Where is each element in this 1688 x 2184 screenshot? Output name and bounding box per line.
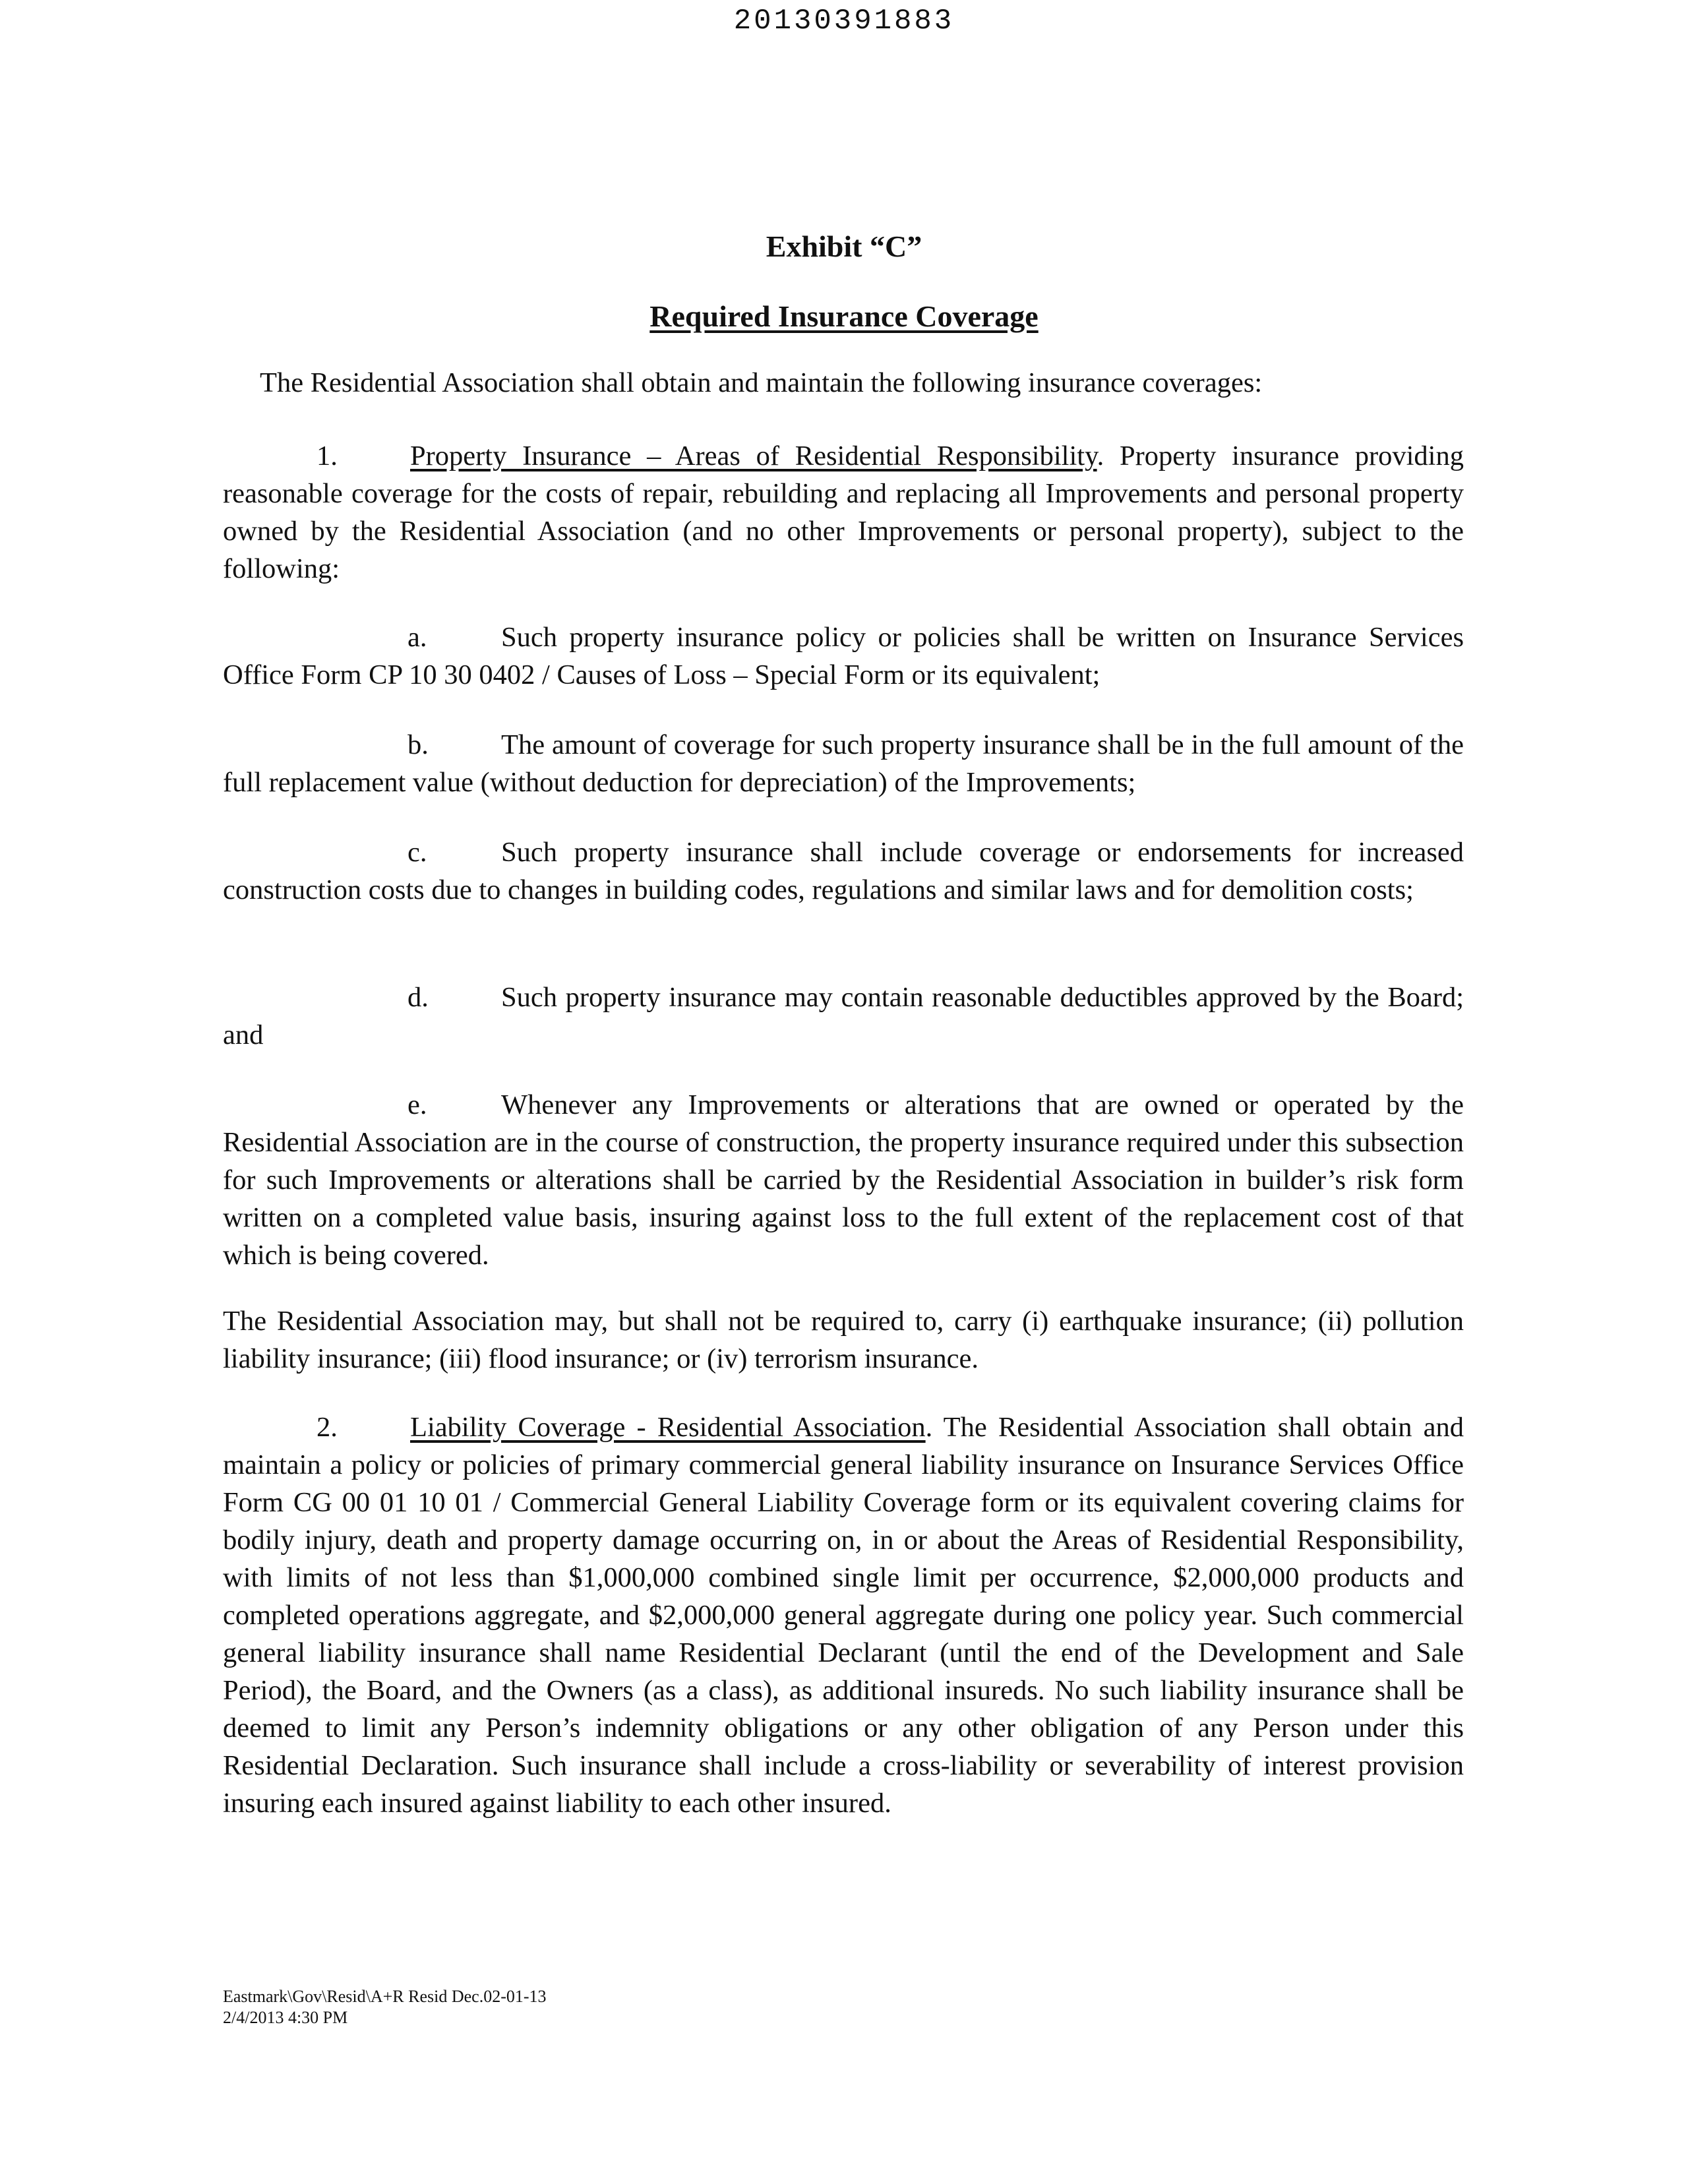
subitem-d <box>223 979 1464 1054</box>
subitem-c-letter: c. <box>407 837 427 868</box>
item-2-number: 2. <box>316 1412 338 1443</box>
subitem-d-text: Such property insurance may contain reasonable deductibles approved by the Board; and <box>223 982 1464 1050</box>
intro-paragraph: The Residential Association shall obtain and maintain the following insurance coverages: <box>260 367 1263 398</box>
item-2-heading: Liability Coverage - Residential Association <box>410 1412 926 1443</box>
item-1-number: 1. <box>316 440 338 471</box>
exhibit-title: Exhibit “C” <box>766 229 922 263</box>
footer-timestamp: 2/4/2013 4:30 PM <box>223 2008 348 2027</box>
item-2-text: . The Residential Association shall obtain and maintain a policy or policies of primary commercial general liability insurance on Insurance Services Office Form CG 00 01 10 01 / Commercial General Liability Coverage form or its equivalent covering claims for bodily injury, death and property damage occurring on, in or about the Areas of Residential Responsibility, with limits of not less than $1,000,000 combined single limit per occurrence, $2,000,000 products and completed operations aggregate, and $2,000,000 general aggregate during one policy year. Such commercial general liability insurance shall name Residential Declarant (until the end of the Development and Sale Period), the Board, and the Owners (as a class), as additional insureds. No such liability insurance shall be deemed to limit any Person’s indemnity obligations or any other obligation of any Person under this Residential Declaration. Such insurance shall include a cross-liability or severability of interest provision insuring each insured against liability to each other insured. <box>223 1412 1464 1819</box>
subitem-d-letter: d. <box>407 982 429 1013</box>
subitem-b <box>223 726 1464 801</box>
subitem-c-text: Such property insurance shall include coverage or endorsements for increased construction costs due to changes in building codes, regulations and similar laws and for demolition costs; <box>223 837 1464 905</box>
footer <box>223 1986 547 2028</box>
item-1-heading: Property Insurance – Areas of Residential Responsibility <box>410 440 1097 471</box>
item-1-property-insurance <box>223 437 1464 588</box>
section-heading-text: Required Insurance Coverage <box>649 299 1039 333</box>
subitem-b-text: The amount of coverage for such property insurance shall be in the full amount of the full replacement value (without deduction for depreciation) of the Improvements; <box>223 729 1464 798</box>
footer-file-path: Eastmark\Gov\Resid\A+R Resid Dec.02-01-13 <box>223 1987 547 2006</box>
subitem-e-text: Whenever any Improvements or alterations that are owned or operated by the Residential Association are in the course of construction, the property insurance required under this subsection for such Improvements or alterations shall be carried by the Residential Association in builder’s risk form written on a completed value basis, insuring against loss to the full extent of the replacement cost of that which is being covered. <box>223 1089 1464 1271</box>
item-2-liability-coverage <box>223 1409 1464 1822</box>
document-number: 20130391883 <box>733 5 955 38</box>
subitem-e-letter: e. <box>407 1089 427 1120</box>
item-1-text: . Property insurance providing reasonable coverage for the costs of repair, rebuilding and replacing all Improvements and personal property owned by the Residential Association (and no other Improvements or personal property), subject to the following: <box>223 440 1464 584</box>
subitem-e <box>223 1086 1464 1274</box>
subitem-c <box>223 834 1464 909</box>
subitem-a <box>223 619 1464 694</box>
optional-coverage-note: The Residential Association may, but shall not be required to, carry (i) earthquake insurance; (ii) pollution liability insurance; (iii) flood insurance; or (iv) terrorism insurance. <box>223 1306 1464 1374</box>
section-heading <box>0 297 1688 336</box>
subitem-a-letter: a. <box>407 622 427 653</box>
subitem-b-letter: b. <box>407 729 429 760</box>
subitem-a-text: Such property insurance policy or policies shall be written on Insurance Services Office Form CP 10 30 0402 / Causes of Loss – Special Form or its equivalent; <box>223 622 1464 690</box>
